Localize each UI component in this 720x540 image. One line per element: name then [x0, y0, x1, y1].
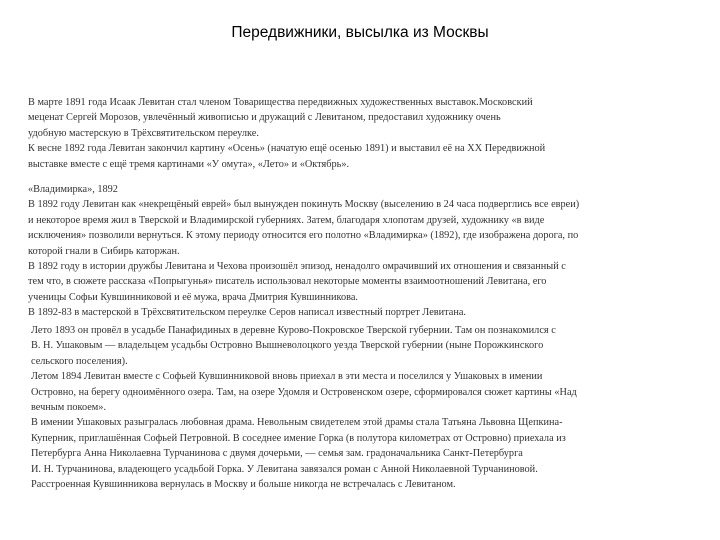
text-block-vladimirka — [28, 182, 698, 321]
text-line: Петербурга Анна Николаевна Турчанинова с двумя дочерьми, — семья зам. градоначальника Санкт-Петербурга — [31, 448, 523, 460]
text-line: Летом 1894 Левитан вместе с Софьей Кувшинниковой вновь приехал в эти места и поселился у Ушаковых в имении — [31, 371, 543, 383]
text-line: сельского поселения). — [31, 355, 128, 367]
text-line: выставке вместе с ещё тремя картинами «У омута», «Лето» и «Октябрь». — [28, 158, 350, 170]
text-block-ostrovno — [31, 323, 696, 492]
text-line: В 1892 году в истории дружбы Левитана и Чехова произошёл эпизод, ненадолго омрачивший их отношения и связанный с — [28, 261, 566, 273]
text-line: Расстроенная Кувшинникова вернулась в Москву и больше никогда не встречалась с Левитаном. — [31, 479, 456, 491]
text-line: И. Н. Турчанинова, владеющего усадьбой Горка. У Левитана завязался роман с Анной Николаевной Турчаниновой. — [31, 463, 538, 475]
text-line: которой гнали в Сибирь каторжан. — [28, 245, 180, 257]
text-line: Куперник, приглашённая Софьей Петровной. В соседнее имение Горка (в полутора километрах от Островно) приехала из — [31, 432, 566, 444]
text-line: исключения» позволили вернуться. К этому периоду относится его полотно «Владимирка» (1892), где изображена дорога, по — [28, 230, 579, 242]
text-line: вечным покоем». — [31, 402, 107, 414]
text-line: «Владимирка», 1892 — [28, 184, 118, 195]
text-line: удобную мастерскую в Трёхсвятительском переулке. — [28, 127, 259, 139]
text-line: меценат Сергей Морозов, увлечённый живописью и дружащий с Левитаном, предоставил художнику очень — [28, 112, 501, 124]
text-line: тем что, в сюжете рассказа «Попрыгунья» писатель использовал некоторые моменты взаимоотношений Левитана, его — [28, 276, 547, 288]
text-block-moscow — [28, 95, 698, 172]
text-line: В. Н. Ушаковым — владельцем усадьбы Островно Вышневолоцкого уезда Тверской губернии (ныне Порожкинского — [31, 340, 544, 352]
slide-title: Передвижники, высылка из Москвы — [231, 24, 489, 41]
text-line: ученицы Софьи Кувшинниковой и её мужа, врача Дмитрия Кувшинникова. — [28, 291, 358, 303]
text-line: В имении Ушаковых разыгралась любовная драма. Невольным свидетелем этой драмы стала Татьяна Львовна Щепкина- — [31, 417, 563, 429]
text-line: В 1892-83 в мастерской в Трёхсвятительском переулке Серов написал известный портрет Левитана. — [28, 307, 466, 319]
text-line: В марте 1891 года Исаак Левитан стал членом Товарищества передвижных художественных выставок.Московский — [28, 97, 533, 108]
text-line: В 1892 году Левитан как «некрещёный еврей» был вынужден покинуть Москву (выселению в 24 часа подверглись все евреи) — [28, 199, 580, 211]
text-line: и некоторое время жил в Тверской и Владимирской губерниях. Затем, благодаря хлопотам друзей, художнику «в виде — [28, 214, 545, 226]
text-line: Островно, на берегу одноимённого озера. Там, на озере Удомля и Островенском озере, сформировался сюжет картины «Над — [31, 386, 577, 398]
text-line: К весне 1892 года Левитан закончил картину «Осень» (начатую ещё осенью 1891) и выставил её на XX Передвижной — [28, 143, 546, 155]
text-line: Лето 1893 он провёл в усадьбе Панафидиных в деревне Курово-Покровское Тверской губернии. Там он познакомился с — [31, 325, 556, 336]
